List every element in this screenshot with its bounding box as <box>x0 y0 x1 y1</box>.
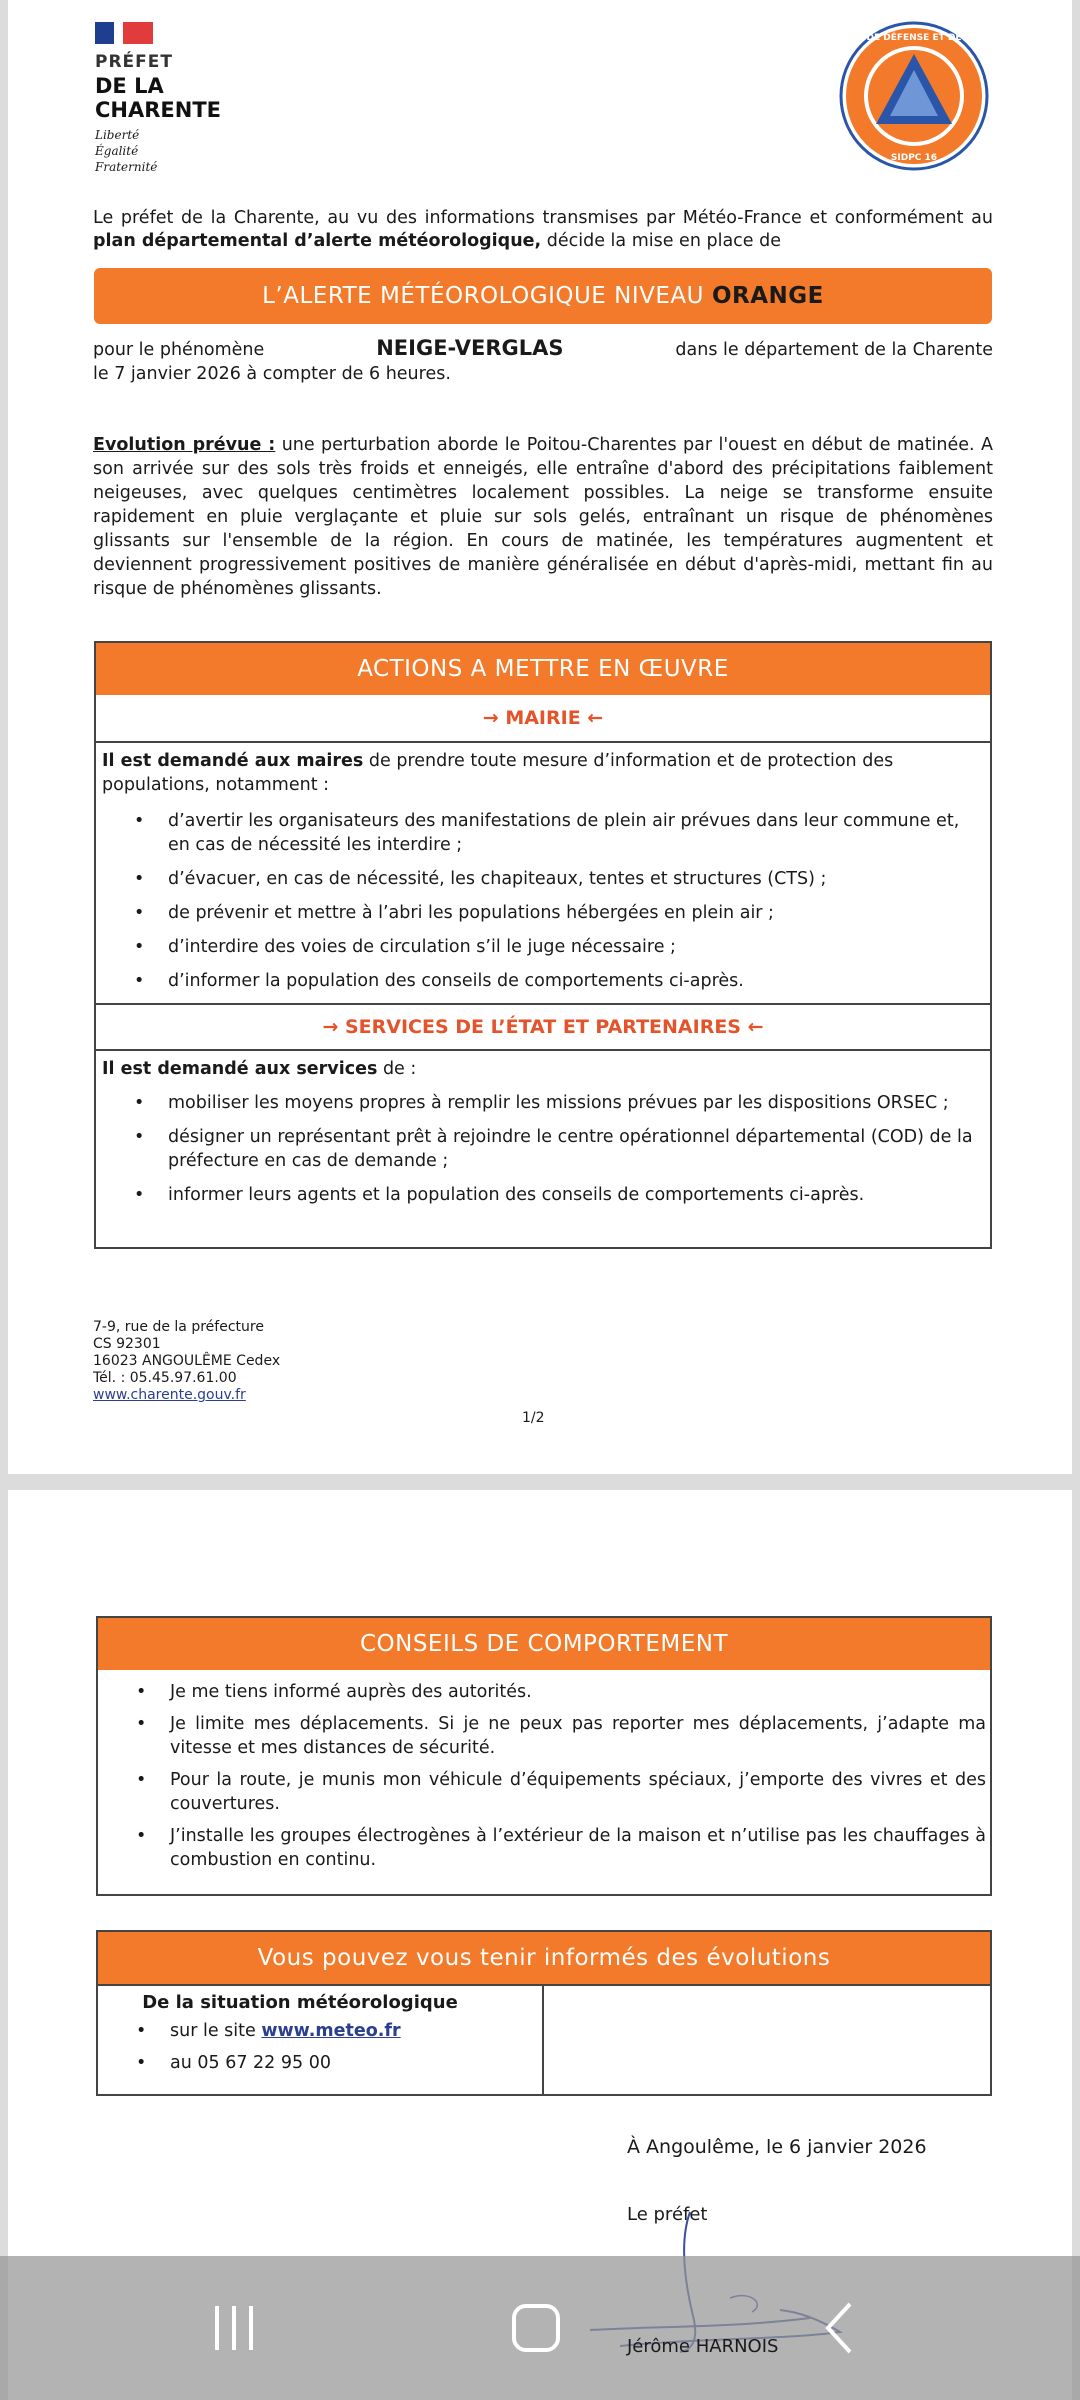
list-item <box>98 2019 542 2043</box>
prefet-line-1: PRÉFET <box>95 52 173 72</box>
intro-paragraph <box>93 207 993 253</box>
intro-text-after: décide la mise en place de <box>541 231 781 251</box>
signature-name: Jérôme HARNOIS <box>627 2336 779 2357</box>
mairie-intro <box>96 743 990 797</box>
forecast-evolution-paragraph <box>93 433 993 601</box>
services-intro <box>96 1051 990 1081</box>
svg-text:SIDPC 16: SIDPC 16 <box>890 153 938 163</box>
mairie-intro-bold: Il est demandé aux maires <box>102 751 364 771</box>
address-line-1: 7-9, rue de la préfecture <box>93 1319 264 1335</box>
list-item: • d’interdire des voies de circulation s’il le juge nécessaire ; <box>96 935 990 959</box>
actions-title: ACTIONS A METTRE EN ŒUVRE <box>96 643 990 695</box>
infos-meteo-column <box>98 1986 544 2094</box>
republic-motto <box>95 127 157 175</box>
infos-title: Vous pouvez vous tenir informés des évolutions <box>98 1932 990 1984</box>
services-list <box>96 1091 990 1207</box>
phenomenon-suffix: dans le département de la Charente <box>675 340 993 360</box>
phenomenon-date: le 7 janvier 2026 à compter de 6 heures. <box>93 364 451 384</box>
page-number: 1/2 <box>522 1410 545 1426</box>
recent-apps-button[interactable] <box>164 2256 304 2400</box>
list-item: • mobiliser les moyens propres à remplir les missions prévues par les dispositions ORSEC ; <box>96 1091 990 1115</box>
website-link[interactable]: www.charente.gouv.fr <box>93 1387 246 1403</box>
motto-egalite: Égalité <box>95 144 139 158</box>
list-item: • au 05 67 22 95 00 <box>98 2051 542 2075</box>
prefet-line-3: CHARENTE <box>95 98 221 122</box>
evolution-label: Evolution prévue : <box>93 435 276 455</box>
prefet-line-2: DE LA <box>95 74 164 98</box>
signature-date: À Angoulême, le 6 janvier 2026 <box>627 2136 927 2158</box>
address-phone: Tél. : 05.45.97.61.00 <box>93 1370 237 1386</box>
conseils-list <box>98 1670 990 1872</box>
motto-fraternite: Fraternité <box>95 160 158 174</box>
list-item: • de prévenir et mettre à l’abri les populations hébergées en plein air ; <box>96 901 990 925</box>
list-item: • Je me tiens informé auprès des autorités. <box>98 1680 990 1704</box>
services-subtitle: → SERVICES DE L’ÉTAT ET PARTENAIRES ← <box>96 1003 990 1051</box>
list-item: • d’avertir les organisateurs des manifestations de plein air prévues dans leur commune et, en cas de nécessité les interdire ; <box>96 809 990 857</box>
infos-column-title: De la situation météorologique <box>142 1992 458 2013</box>
actions-box <box>94 641 992 1249</box>
french-flag-logo <box>95 22 153 44</box>
list-item: • informer leurs agents et la population des conseils de comportements ci-après. <box>96 1183 990 1207</box>
services-intro-rest: de : <box>377 1059 417 1079</box>
mairie-intro-rest: de prendre toute mesure d’information et de protection des populations, notamment : <box>102 751 894 795</box>
mairie-list <box>96 809 990 993</box>
list-item: • d’informer la population des conseils de comportements ci-après. <box>96 969 990 993</box>
prefecture-address <box>93 1319 280 1404</box>
alert-label: L’ALERTE MÉTÉOROLOGIQUE NIVEAU <box>262 283 704 309</box>
phenomenon-prefix: pour le phénomène <box>93 340 265 360</box>
svg-text:DE DÉFENSE ET DE: DE DÉFENSE ET DE <box>866 33 962 43</box>
infos-empty-column <box>544 1986 990 2094</box>
list-item: • Pour la route, je munis mon véhicule d’équipements spéciaux, j’emporte des vivres et des couvertures. <box>98 1768 990 1816</box>
evolution-text: une perturbation aborde le Poitou-Charentes par l'ouest en début de matinée. A son arrivée sur des sols très froids et enneigés, elle entraîne d'abord des précipitations faiblement neigeuses, avec quelques centimètres localement possibles. La neige se transforme ensuite rapidement en pluie verglaçante et pluie sur sols gelés, entraînant un risque de phénomènes glissants sur l'ensemble de la région. En cours de matinée, les températures augmentent et deviennent progressivement positives de manière généralisée en début d'après-midi, mettant fin au risque de phénomènes glissants. <box>93 435 993 599</box>
intro-bold: plan départemental d’alerte météorologique, <box>93 231 542 251</box>
android-navigation-bar <box>0 2256 1080 2400</box>
intro-text-before: Le préfet de la Charente, au vu des informations transmises par Météo-France et conformément au <box>93 208 993 228</box>
civil-protection-seal-icon <box>838 20 990 172</box>
list-item: • Je limite mes déplacements. Si je ne peux pas reporter mes déplacements, j’adapte ma vitesse et mes distances de sécurité. <box>98 1712 990 1760</box>
list-item: • désigner un représentant prêt à rejoindre le centre opérationnel départemental (COD) de la préfecture en cas de demande ; <box>96 1125 990 1173</box>
back-icon <box>810 2298 870 2358</box>
site-prefix: sur le site <box>170 2021 262 2041</box>
back-button[interactable] <box>770 2256 910 2400</box>
services-intro-bold: Il est demandé aux services <box>102 1059 378 1079</box>
list-item: • d’évacuer, en cas de nécessité, les chapiteaux, tentes et structures (CTS) ; <box>96 867 990 891</box>
address-line-2: CS 92301 <box>93 1336 161 1352</box>
home-icon <box>506 2298 566 2358</box>
prefet-logo-text <box>95 50 335 122</box>
address-line-3: 16023 ANGOULÊME Cedex <box>93 1353 281 1369</box>
infos-box <box>96 1930 992 2096</box>
list-item: • J’installe les groupes électrogènes à l’extérieur de la maison et n’utilise pas les chauffages à combustion en continu. <box>98 1824 990 1872</box>
phenomenon-name: NEIGE-VERGLAS <box>376 336 564 360</box>
conseils-title: CONSEILS DE COMPORTEMENT <box>98 1618 990 1670</box>
conseils-box <box>96 1616 992 1896</box>
alert-level-banner <box>94 268 992 324</box>
motto-liberte: Liberté <box>95 128 140 142</box>
signature-role: Le préfet <box>627 2204 708 2225</box>
recent-apps-icon <box>206 2300 262 2356</box>
phenomenon-paragraph <box>93 336 993 386</box>
meteo-link[interactable]: www.meteo.fr <box>261 2021 401 2041</box>
alert-level: ORANGE <box>711 283 824 309</box>
mairie-subtitle: → MAIRIE ← <box>96 695 990 743</box>
home-button[interactable] <box>466 2256 606 2400</box>
